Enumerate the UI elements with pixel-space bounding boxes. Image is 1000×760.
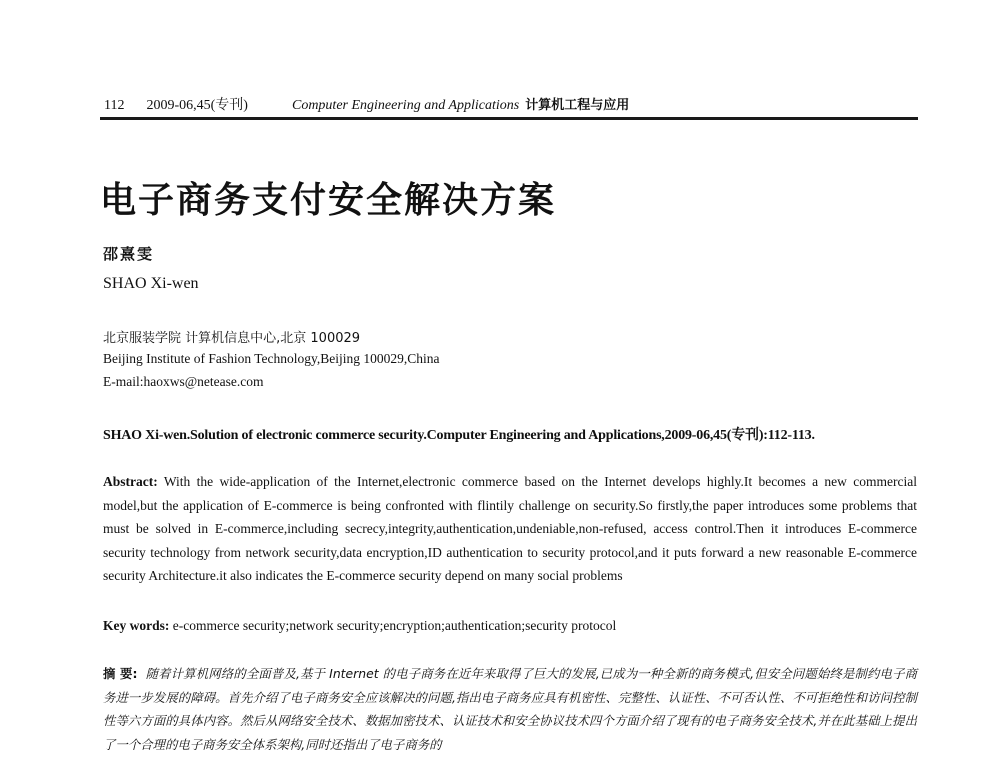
journal-name-en: Computer Engineering and Applications bbox=[291, 98, 520, 113]
issue-info: 2009-06,45(专刊) bbox=[146, 98, 248, 113]
abstract-cn-text: 随着计算机网络的全面普及,基于 Internet 的电子商务在近年来取得了巨大的发展,已成为一种全新的商务模式,但安全问题始终是制约电子商务进一步发展的障碍。首先介绍了电子商务安全应该解决的问题,指出电子商务应具有机密性、完整性、认证性、不可否认性、不可拒绝性和访问控制性等六方面的具体内容。然后从网络安全技术、数据加密技术、认证技术和安全协议技术四个方面介绍了现有的电子商务安全技术,并在此基础上提出了一个合理的电子商务安全体系架构,同时还指出了电子商务的 bbox=[103, 666, 917, 752]
abstract-en bbox=[103, 470, 917, 588]
author-name-en: SHAO Xi-wen bbox=[103, 275, 199, 292]
keywords-label: Key words: bbox=[103, 618, 170, 633]
abstract-cn-label: 摘 要: bbox=[103, 666, 138, 681]
journal-name-cn: 计算机工程与应用 bbox=[525, 98, 630, 113]
paper-title: 电子商务支付安全解决方案 bbox=[100, 179, 557, 221]
abstract-cn bbox=[103, 662, 917, 756]
keywords-en bbox=[103, 618, 917, 634]
abstract-label: Abstract: bbox=[103, 474, 158, 489]
citation: SHAO Xi-wen.Solution of electronic commerce security.Computer Engineering and Applications,2009-06,45(专刊):112-113. bbox=[103, 428, 815, 443]
affiliation-cn: 北京服装学院 计算机信息中心,北京 100029 bbox=[103, 331, 361, 346]
author-email: E-mail:haoxws@netease.com bbox=[103, 374, 264, 389]
keywords-text: e-commerce security;network security;encryption;authentication;security protocol bbox=[172, 618, 617, 633]
author-name-cn: 邵熹雯 bbox=[103, 245, 155, 263]
running-header bbox=[104, 94, 916, 116]
page-number: 112 bbox=[104, 98, 125, 113]
header-rule bbox=[100, 117, 918, 120]
abstract-text: With the wide-application of the Internet,electronic commerce based on the Internet develops highly.It becomes a new commercial model,but the application of E-commerce is being confronted with flintily challenge on security.So firstly,the paper introduces some problems that must be solved in E-commerce,including secrecy,integrity,authentication,undeniable,non-refused, access control.Then it introduces E-commerce security technology from network security,data encryption,ID authentication to security protocol,and it puts forward a new reasonable E-commerce security Architecture.it also indicates the E-commerce security depend on many social problems bbox=[103, 474, 917, 583]
affiliation-en: Beijing Institute of Fashion Technology,Beijing 100029,China bbox=[103, 351, 440, 366]
